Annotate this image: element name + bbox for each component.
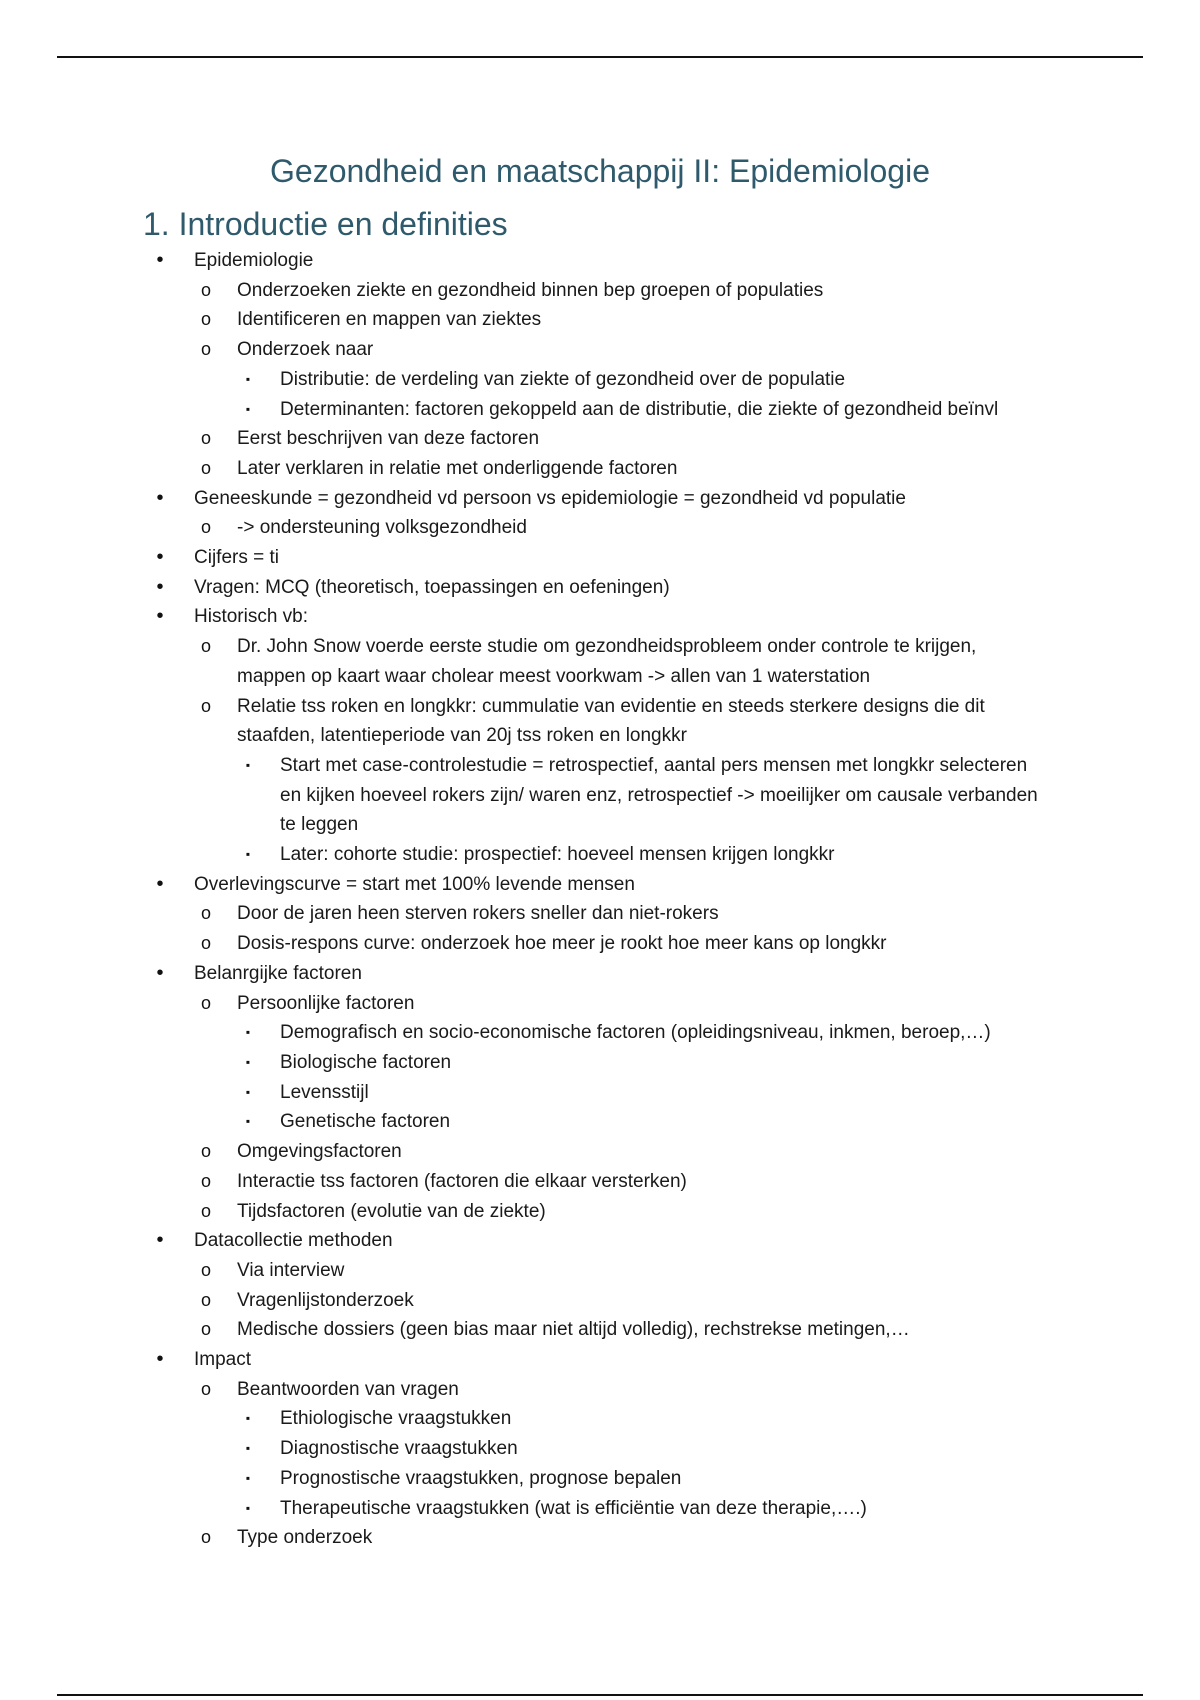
outline-item-text: Door de jaren heen sterven rokers sneller dan niet-rokers (237, 903, 719, 925)
outline-item-text: Onderzoek naar (237, 339, 374, 361)
outline-item-level-2 (0, 335, 1043, 365)
square-marker-icon (238, 395, 258, 425)
outline-item-level-2 (0, 1315, 1043, 1345)
circle-marker-icon (196, 1375, 216, 1405)
circle-marker-icon (196, 276, 216, 306)
outline-item-level-2 (0, 454, 1043, 484)
outline-item-text: Diagnostische vraagstukken (280, 1438, 518, 1460)
outline-item-text: Type onderzoek (237, 1527, 373, 1549)
outline-item-level-1 (0, 602, 1100, 632)
outline-item-level-3 (0, 1494, 1040, 1524)
outline-item-text: Dosis-respons curve: onderzoek hoe meer je rookt hoe meer kans op longkkr (237, 933, 887, 955)
outline-item-text: Prognostische vraagstukken, prognose bepalen (280, 1467, 682, 1489)
circle-marker-icon (196, 513, 216, 543)
circle-marker-icon (196, 929, 216, 959)
square-marker-icon (238, 1048, 258, 1078)
outline-item-level-2 (0, 1167, 1043, 1197)
circle-marker-icon (196, 1197, 216, 1227)
square-marker-icon (238, 751, 258, 781)
outline-item-level-3 (0, 1107, 1040, 1137)
outline-item-text: Determinanten: factoren gekoppeld aan de distributie, die ziekte of gezondheid beïnvl (280, 398, 999, 420)
outline-item-level-3 (0, 1434, 1040, 1464)
outline-item-text: Ethiologische vraagstukken (280, 1408, 512, 1430)
outline-item-level-3 (0, 395, 1040, 425)
bullet-marker-icon (150, 959, 170, 989)
outline-item-text: Therapeutische vraagstukken (wat is efficiëntie van deze therapie,….) (280, 1497, 867, 1519)
outline-item-text: Dr. John Snow voerde eerste studie om gezondheidsprobleem onder controle te krijgen, mappen op kaart waar cholear meest voorkwam -> allen van 1 waterstation (237, 636, 977, 687)
outline-item-level-3 (0, 751, 1040, 840)
outline-item-text: Omgevingsfactoren (237, 1141, 402, 1163)
outline-item-text: Medische dossiers (geen bias maar niet altijd volledig), rechstrekse metingen,… (237, 1319, 910, 1341)
outline-item-level-2 (0, 692, 1043, 751)
outline-item-level-3 (0, 1078, 1040, 1108)
outline-item-text: Demografisch en socio-economische factoren (opleidingsniveau, inkmen, beroep,…) (280, 1022, 991, 1044)
outline-item-text: Distributie: de verdeling van ziekte of gezondheid over de populatie (280, 368, 846, 390)
circle-marker-icon (196, 632, 216, 662)
outline-item-level-3 (0, 1048, 1040, 1078)
outline-item-text: Start met case-controlestudie = retrospectief, aantal pers mensen met longkkr selecteren en kijken hoeveel rokers zijn/ waren enz, retrospectief -> moeilijker om causale verbanden te leggen (280, 754, 1038, 836)
circle-marker-icon (196, 899, 216, 929)
section-heading: 1. Introductie en definities (143, 206, 508, 242)
outline-item-text: Persoonlijke factoren (237, 992, 415, 1014)
outline-item-text: Via interview (237, 1259, 345, 1281)
bullet-marker-icon (150, 246, 170, 276)
square-marker-icon (238, 365, 258, 395)
outline-item-level-2 (0, 1197, 1043, 1227)
circle-marker-icon (196, 1137, 216, 1167)
square-marker-icon (238, 1107, 258, 1137)
outline-item-level-2 (0, 1375, 1043, 1405)
outline-item-text: Vragenlijstonderzoek (237, 1289, 414, 1311)
circle-marker-icon (196, 305, 216, 335)
circle-marker-icon (196, 989, 216, 1019)
outline-item-level-3 (0, 1464, 1040, 1494)
footer-rule (57, 1694, 1143, 1696)
outline-item-text: Later: cohorte studie: prospectief: hoeveel mensen krijgen longkkr (280, 844, 835, 866)
outline-item-level-2 (0, 1286, 1043, 1316)
outline-item-level-1 (0, 543, 1100, 573)
bullet-marker-icon (150, 573, 170, 603)
outline-item-level-3 (0, 1018, 1040, 1048)
outline-item-text: Interactie tss factoren (factoren die elkaar versterken) (237, 1170, 687, 1192)
circle-marker-icon (196, 424, 216, 454)
outline-item-text: Overlevingscurve = start met 100% levende mensen (194, 873, 635, 895)
outline-item-level-1 (0, 959, 1100, 989)
bullet-marker-icon (150, 602, 170, 632)
header-rule (57, 56, 1143, 58)
outline-item-text: Geneeskunde = gezondheid vd persoon vs epidemiologie = gezondheid vd populatie (194, 487, 906, 509)
outline-item-level-1 (0, 246, 1100, 276)
circle-marker-icon (196, 335, 216, 365)
outline-item-text: Impact (194, 1349, 252, 1371)
outline-item-text: Historisch vb: (194, 606, 309, 628)
square-marker-icon (238, 1464, 258, 1494)
outline-item-text: Relatie tss roken en longkkr: cummulatie van evidentie en steeds sterkere designs die dit staafden, latentieperiode van 20j tss roken en longkkr (237, 695, 985, 747)
document-title: Gezondheid en maatschappij II: Epidemiologie (270, 153, 930, 189)
outline-item-text: Cijfers = ti (194, 547, 279, 569)
circle-marker-icon (196, 1286, 216, 1316)
outline-item-level-2 (0, 989, 1043, 1019)
outline-item-text: Vragen: MCQ (theoretisch, toepassingen en oefeningen) (194, 576, 670, 598)
outline-item-level-2 (0, 632, 1043, 691)
circle-marker-icon (196, 454, 216, 484)
circle-marker-icon (196, 1167, 216, 1197)
circle-marker-icon (196, 1315, 216, 1345)
square-marker-icon (238, 1494, 258, 1524)
outline-item-level-2 (0, 305, 1043, 335)
bullet-marker-icon (150, 870, 170, 900)
outline-item-text: -> ondersteuning volksgezondheid (237, 517, 527, 539)
square-marker-icon (238, 1078, 258, 1108)
outline-item-text: Levensstijl (280, 1081, 369, 1103)
outline-item-text: Biologische factoren (280, 1051, 452, 1073)
outline-item-level-2 (0, 1523, 1043, 1553)
square-marker-icon (238, 1404, 258, 1434)
outline-item-text: Epidemiologie (194, 250, 314, 271)
outline-item-level-1 (0, 484, 1100, 514)
outline-item-text: Later verklaren in relatie met onderliggende factoren (237, 457, 678, 479)
circle-marker-icon (196, 692, 216, 722)
outline-item-text: Tijdsfactoren (evolutie van de ziekte) (237, 1200, 546, 1222)
outline-item-text: Identificeren en mappen van ziektes (237, 309, 542, 331)
outline-item-level-2 (0, 1256, 1043, 1286)
outline-item-level-3 (0, 1404, 1040, 1434)
outline-item-level-1 (0, 573, 1100, 603)
outline-item-text: Genetische factoren (280, 1111, 451, 1133)
circle-marker-icon (196, 1256, 216, 1286)
bullet-marker-icon (150, 1226, 170, 1256)
outline-item-level-1 (0, 1345, 1100, 1375)
outline-item-level-2 (0, 424, 1043, 454)
outline-item-text: Datacollectie methoden (194, 1230, 393, 1252)
outline-item-text: Eerst beschrijven van deze factoren (237, 428, 540, 450)
outline-item-text: Belanrgijke factoren (194, 962, 362, 984)
outline-item-text: Beantwoorden van vragen (237, 1378, 459, 1400)
square-marker-icon (238, 840, 258, 870)
outline-item-level-2 (0, 513, 1043, 543)
outline-item-level-2 (0, 1137, 1043, 1167)
outline-item-level-1 (0, 1226, 1100, 1256)
square-marker-icon (238, 1018, 258, 1048)
outline-item-level-2 (0, 899, 1043, 929)
bullet-marker-icon (150, 484, 170, 514)
outline-item-text: Onderzoeken ziekte en gezondheid binnen bep groepen of populaties (237, 279, 824, 301)
outline-item-level-3 (0, 840, 1040, 870)
square-marker-icon (238, 1434, 258, 1464)
outline-item-level-1 (0, 870, 1100, 900)
bullet-marker-icon (150, 543, 170, 573)
circle-marker-icon (196, 1523, 216, 1553)
outline-item-level-3 (0, 365, 1040, 395)
outline-list (0, 246, 1200, 1553)
outline-item-level-2 (0, 929, 1043, 959)
outline-item-level-2 (0, 276, 1043, 306)
bullet-marker-icon (150, 1345, 170, 1375)
